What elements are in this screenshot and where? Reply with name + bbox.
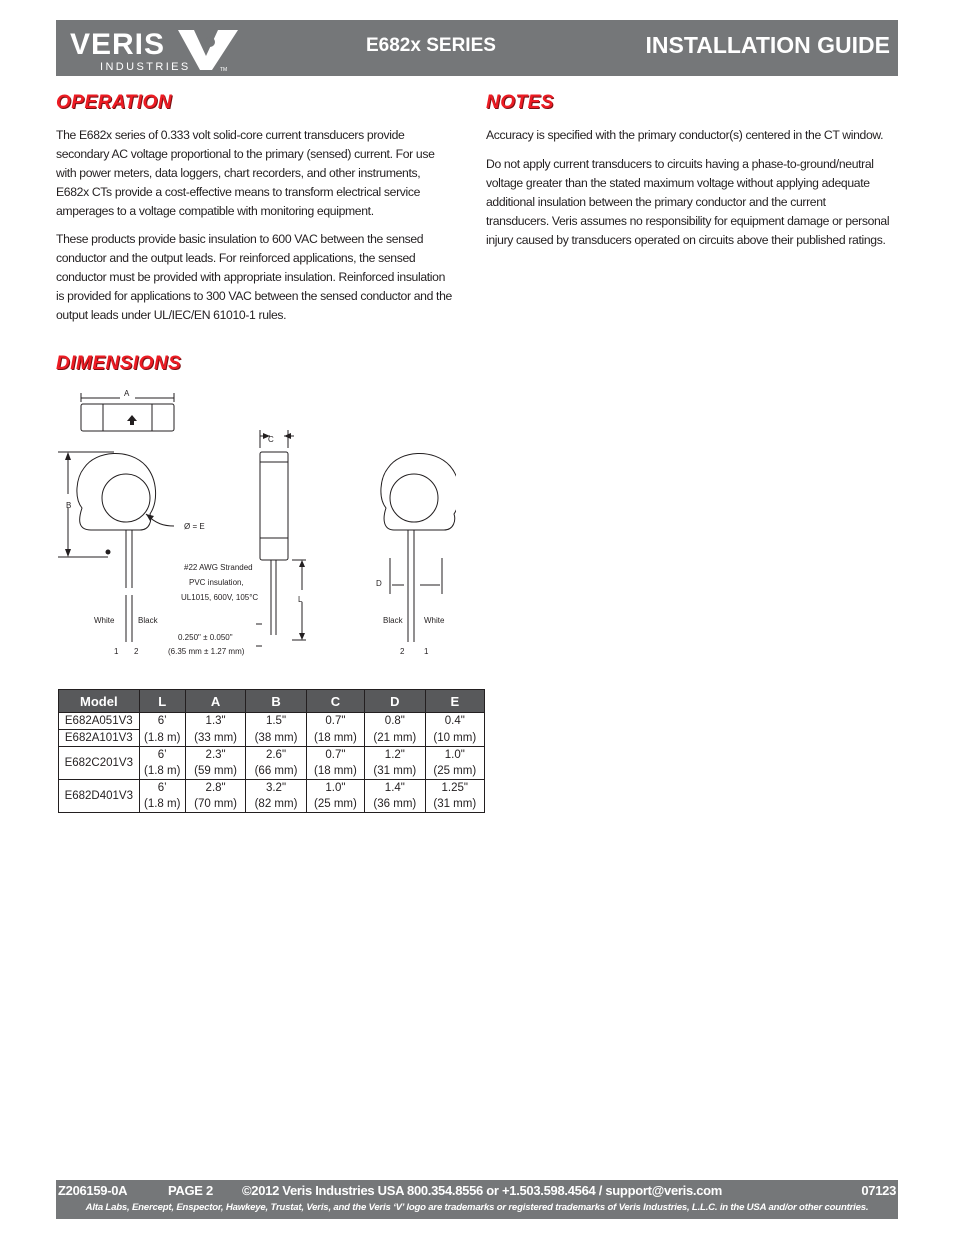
table-row (59, 730, 485, 747)
col-d: D (365, 690, 425, 713)
veris-logo (70, 26, 240, 72)
model-cell: E682A101V3 (59, 730, 140, 747)
dim-label-c: C (268, 435, 274, 444)
cell-b: (66 mm) (246, 763, 306, 780)
notes-paragraph-1: Accuracy is specified with the primary conductor(s) centered in the CT window. (486, 128, 884, 142)
front-pin-2: 2 (134, 647, 139, 656)
cell-l: 6’ (139, 713, 185, 730)
footer-code: 07123 (861, 1183, 896, 1198)
cell-d: (36 mm) (365, 796, 425, 813)
cell-b: (82 mm) (246, 796, 306, 813)
cell-d: 1.4" (365, 780, 425, 797)
cell-d: 0.8" (365, 713, 425, 730)
cell-b: 1.5" (246, 713, 306, 730)
dim-label-d: D (376, 579, 382, 588)
cell-e: (10 mm) (425, 730, 484, 747)
cell-a: 2.3" (185, 747, 245, 764)
cell-e: (31 mm) (425, 796, 484, 813)
cell-l: 6’ (139, 747, 185, 764)
dimensions-heading: DIMENSIONS (56, 353, 182, 374)
cell-d: 1.2" (365, 747, 425, 764)
model-cell: E682D401V3 (59, 780, 140, 813)
dim-label-l: L (298, 595, 303, 604)
notes-paragraph-2: Do not apply current transducers to circuits having a phase-to-ground/neutral voltage greater than the stated maximum voltage without applying adequate additional insulation between the primary conductor and the current transducers. Veris assumes no responsibility for equipment damage or personal injury caused by transducers operated on circuits above their published ratings. (486, 157, 890, 247)
cell-a: 2.8" (185, 780, 245, 797)
dim-label-a: A (124, 389, 130, 398)
cell-d: (31 mm) (365, 763, 425, 780)
cell-c: (18 mm) (306, 763, 364, 780)
operation-paragraph-2: These products provide basic insulation to 600 VAC between the sensed conductor and the output leads. For reinforced applications, the sensed conductor must be provided with appropriate insulation. Reinforced insulation is provided for applications to 300 VAC between the sensed conductor and the output leads under UL/IEC/EN 61010-1 rules. (56, 232, 452, 322)
logo-tm: TM (220, 67, 228, 72)
cell-l: 6’ (139, 780, 185, 797)
wire-spec-1: #22 AWG Stranded (184, 563, 253, 572)
series-title: E682x SERIES (366, 35, 496, 56)
dim-label-phi: Ø = E (184, 522, 205, 531)
back-black-label: Black (383, 616, 403, 625)
cell-e: 0.4" (425, 713, 484, 730)
front-pin-1: 1 (114, 647, 119, 656)
wire-spec-2: PVC insulation, (189, 578, 244, 587)
cell-b: 2.6" (246, 747, 306, 764)
cell-c: 0.7" (306, 713, 364, 730)
operation-paragraph-1: The E682x series of 0.333 volt solid-core current transducers provide secondary AC voltage proportional to the primary (sensed) current. For use with power meters, data loggers, chart recorders, and other instruments, E682x CTs provide a cost-effective means to transform electrical service amperages to a voltage compatible with monitoring equipment. (56, 128, 435, 218)
col-l: L (139, 690, 185, 713)
strip-length-1: 0.250" ± 0.050" (178, 633, 233, 642)
cell-e: 1.25" (425, 780, 484, 797)
strip-length-2: (6.35 mm ± 1.27 mm) (168, 647, 245, 656)
back-white-label: White (424, 616, 445, 625)
front-white-label: White (94, 616, 115, 625)
dimensions-table (58, 689, 485, 813)
cell-l: (1.8 m) (139, 730, 185, 747)
col-e: E (425, 690, 484, 713)
header-bar (56, 20, 898, 76)
cell-c: 1.0" (306, 780, 364, 797)
cell-d: (21 mm) (365, 730, 425, 747)
cell-a: 1.3" (185, 713, 245, 730)
footer-doc-number: Z206159-0A (58, 1183, 128, 1198)
table-row (59, 713, 485, 730)
col-b: B (246, 690, 306, 713)
operation-heading: OPERATION (56, 92, 173, 113)
footer-bar (56, 1180, 898, 1219)
model-cell: E682C201V3 (59, 747, 140, 780)
back-pin-2: 2 (400, 647, 405, 656)
model-cell: E682A051V3 (59, 713, 140, 730)
back-pin-1: 1 (424, 647, 429, 656)
table-header-row (59, 690, 485, 713)
col-c: C (306, 690, 364, 713)
notes-heading: NOTES (486, 92, 554, 113)
cell-c: 0.7" (306, 747, 364, 764)
cell-c: (18 mm) (306, 730, 364, 747)
dimensions-diagram (56, 380, 456, 670)
col-a: A (185, 690, 245, 713)
cell-l: (1.8 m) (139, 796, 185, 813)
wire-spec-3: UL1015, 600V, 105°C (181, 593, 259, 602)
cell-l: (1.8 m) (139, 763, 185, 780)
cell-a: (33 mm) (185, 730, 245, 747)
logo-subtext: INDUSTRIES (100, 61, 191, 72)
guide-title: INSTALLATION GUIDE (645, 32, 890, 58)
dim-label-b: B (66, 501, 72, 510)
cell-b: 3.2" (246, 780, 306, 797)
table-row (59, 747, 485, 764)
cell-a: (59 mm) (185, 763, 245, 780)
col-model: Model (59, 690, 140, 713)
cell-e: 1.0" (425, 747, 484, 764)
cell-b: (38 mm) (246, 730, 306, 747)
footer-trademark: Alta Labs, Enercept, Enspector, Hawkeye, Trustat, Veris, and the Veris ‘V’ logo are trademarks or registered trademarks of Veris Industries, L.L.C. in the USA and/or other countries. (85, 1202, 869, 1213)
logo-wordmark: VERIS (70, 28, 166, 61)
cell-c: (25 mm) (306, 796, 364, 813)
footer-contact: ©2012 Veris Industries USA 800.354.8556 or +1.503.598.4564 / support@veris.com (242, 1183, 723, 1198)
front-black-label: Black (138, 616, 158, 625)
cell-e: (25 mm) (425, 763, 484, 780)
footer-page: PAGE 2 (168, 1183, 213, 1198)
table-row (59, 780, 485, 797)
cell-a: (70 mm) (185, 796, 245, 813)
